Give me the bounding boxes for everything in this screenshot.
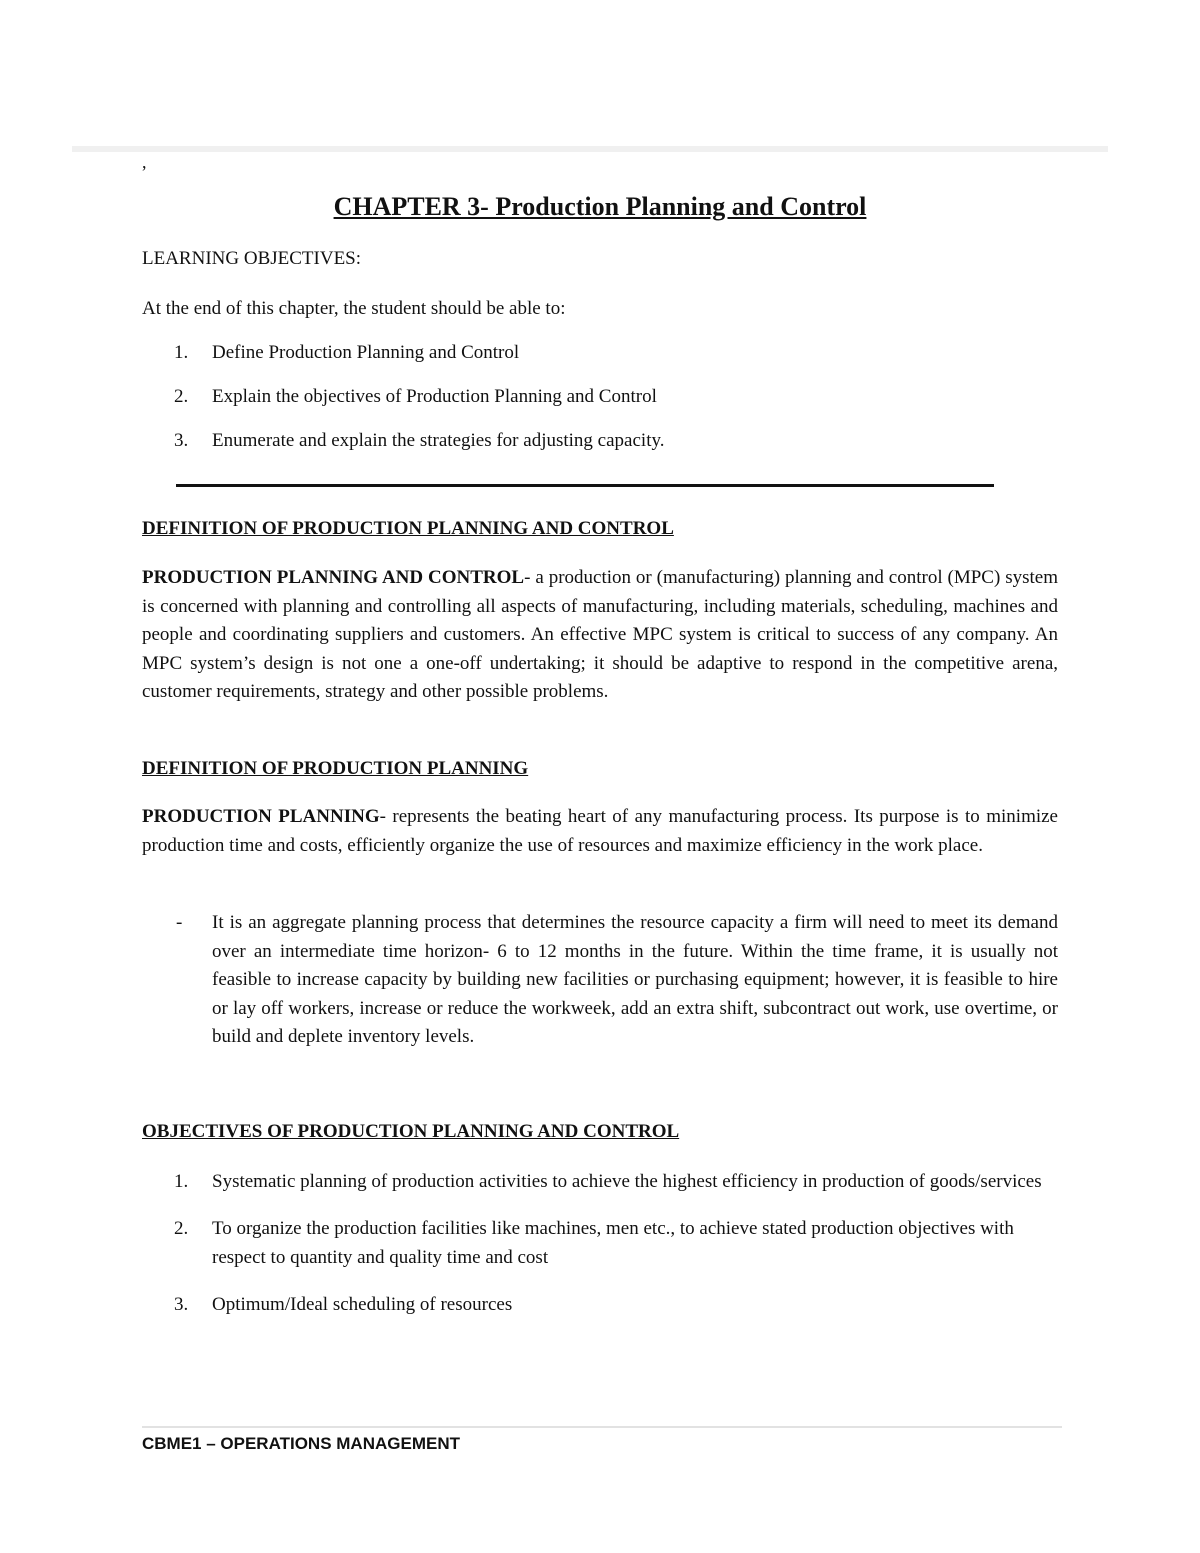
learning-objectives-heading: LEARNING OBJECTIVES:: [142, 248, 362, 269]
stray-mark: ,: [142, 152, 147, 172]
list-item: [142, 1167, 1058, 1196]
objectives-ppc-heading: OBJECTIVES OF PRODUCTION PLANNING AND CONTROL: [142, 1121, 680, 1142]
bullet-dash: -: [176, 912, 183, 933]
definition-pp-body: - represents the beating heart of any manufacturing process. Its purpose is to minimize production time and costs, efficiently organize the use of resources and maximize efficiency in the work place.: [142, 806, 1058, 856]
objectives-list: [142, 1167, 1058, 1337]
list-number: 2.: [174, 1218, 189, 1239]
list-number: 2.: [174, 386, 189, 407]
list-item: [142, 1290, 1058, 1319]
bullet-text: It is an aggregate planning process that determines the resource capacity a firm will need to meet its demand over an intermediate time horizon- 6 to 12 months in the future. Within the time frame, it is usually not feasible to increase capacity by building new facilities or purchasing equipment; however, it is feasible to hire or lay off workers, increase or reduce the workweek, add an extra shift, subcontract out work, use overtime, or build and deplete inventory levels.: [212, 912, 1058, 1048]
list-number: 3.: [174, 1294, 189, 1315]
list-number: 1.: [174, 342, 189, 363]
learning-objectives-intro: At the end of this chapter, the student should be able to:: [142, 298, 566, 319]
list-text: Systematic planning of production activities to achieve the highest efficiency in production of goods/services: [212, 1171, 1042, 1192]
learning-objectives-list: [142, 338, 1058, 470]
list-text: Explain the objectives of Production Planning and Control: [212, 386, 657, 407]
definition-ppc-term: PRODUCTION PLANNING AND CONTROL: [142, 567, 525, 588]
page-footer: CBME1 – OPERATIONS MANAGEMENT: [142, 1434, 460, 1453]
list-item: [142, 338, 1058, 367]
list-text: Optimum/Ideal scheduling of resources: [212, 1294, 513, 1315]
definition-ppc-heading: DEFINITION OF PRODUCTION PLANNING AND CONTROL: [142, 518, 674, 539]
header-rule: [72, 146, 1108, 152]
aggregate-planning-bullet: [142, 909, 1058, 1052]
footer-rule: [142, 1426, 1062, 1428]
definition-pp-paragraph: [142, 803, 1058, 860]
definition-ppc-body: - a production or (manufacturing) planning and control (MPC) system is concerned with planning and controlling all aspects of manufacturing, including materials, scheduling, machines and people and coordinating suppliers and customers. An effective MPC system is critical to success of any company. An MPC system’s design is not one a one-off undertaking; it should be adaptive to respond in the competitive arena, customer requirements, strategy and other possible problems.: [142, 567, 1058, 703]
list-text: To organize the production facilities like machines, men etc., to achieve stated production objectives with respect to quantity and quality time and cost: [212, 1218, 1014, 1268]
list-item: [142, 1214, 1058, 1272]
list-item: [142, 382, 1058, 411]
list-number: 3.: [174, 430, 189, 451]
chapter-title: CHAPTER 3- Production Planning and Control: [333, 192, 867, 221]
list-text: Define Production Planning and Control: [212, 342, 520, 363]
section-divider: [176, 484, 994, 487]
list-number: 1.: [174, 1171, 189, 1192]
list-text: Enumerate and explain the strategies for adjusting capacity.: [212, 430, 665, 451]
definition-pp-heading: DEFINITION OF PRODUCTION PLANNING: [142, 758, 529, 779]
list-item: [142, 426, 1058, 455]
definition-ppc-paragraph: [142, 564, 1058, 707]
definition-pp-term: PRODUCTION PLANNING: [142, 806, 380, 827]
